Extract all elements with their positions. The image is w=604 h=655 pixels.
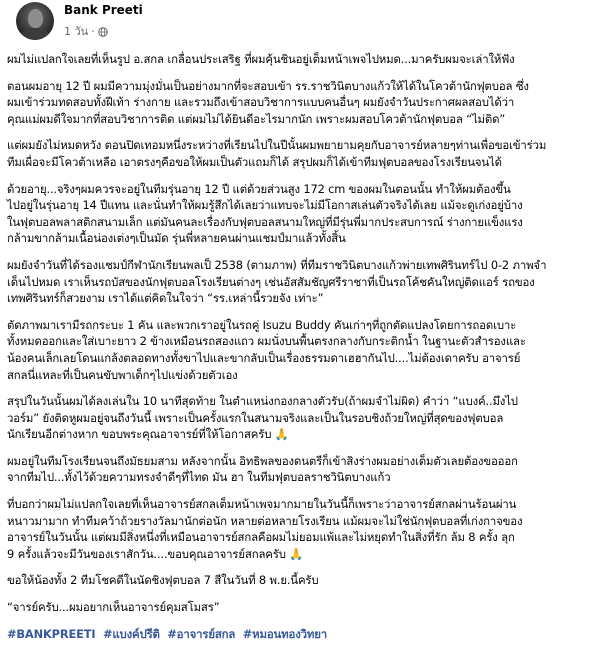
post-paragraph-11: “จารย์ครับ...ผมอยากเห็นอาจารย์คุมสโมสร” bbox=[7, 600, 220, 615]
post-paragraph-3: แต่ผมยังไม่หมดหวัง ตอนปิดเทอมหนึ่งระหว่างที่เรียนไปในปีนั้นผมพยายามคุยกับอาจารย์หลายๆท่านเพื่อขอเข้าร่วม ทีมเผื่อจะมีโควต้าเหลือ เอาตรงๆคือขอให้ผมเป็นตัวแถมก็ได้ สรุปผมก็ได้เข้าทีมฟุตบอลของโรงเรียนจนได้ bbox=[7, 138, 547, 169]
meta-separator: · bbox=[91, 24, 95, 38]
post-paragraph-1: ผมไม่แปลกใจเลยที่เห็นรูป อ.สกล เกลื่อนประเสริฐ ที่ผมคุ้นชินอยู่เต็มหน้าเพจไปหมด...มาครับผมจะเล่าให้ฟัง bbox=[7, 52, 515, 66]
hashtag-ajarn-sakol[interactable]: #อาจารย์สกล bbox=[167, 626, 236, 641]
avatar-face bbox=[28, 9, 43, 28]
post-paragraph-2: ตอนผมอายุ 12 ปี ผมมีความมุ่งมั่นเป็นอย่างมากที่จะสอบเข้า รร.ราชวินิตบางแก้วให้ได้ในโควต้านักฟุตบอล ซึ่ง ผมเข้าร่วมทดสอบทั้งฝีเท้า ร่างกาย และรวมถึงเข้าสอบวิชาการแบบคนอื่นๆ ผมยังจำวันประกาศผลสอบได้ว่า คุณแม่ผมดีใจมากที่สอบวิชาการติด แต่ผมไม่ได้ยินดีอะไรมากนัก เพราะผมสอบโควต้านักฟุตบอล “ไม่ติด” bbox=[7, 78, 529, 126]
post-paragraph-6: ตัดภาพมาเรามีรถกระบะ 1 คัน และพวกเราอยู่ในรถคู่ Isuzu Buddy คันเก่าๆที่ถูกตัดแปลงโดยการถอดเบาะ ทั้งหมดออกและใส่เบาะยาว 2 ข้างเหมือนรถสองแถว ผมนั่งบนพื้นตรงกลางกับกระติกน้ำ ในฐานะตัวสำรองและ น้องคนเล็กเลยโดนแกล้งตลอดทางทั้งขาไปและขากลับเป็นเรื่องธรรมดาเฮฮากันไป....ไม่ต้องเดาครับ อาจารย์ สกลนี่แหละที่เป็นคนขับพาเด็กๆไปแข่งด้วยตัวเอง bbox=[7, 317, 526, 382]
post-time[interactable]: 1 วัน bbox=[64, 25, 89, 38]
post-meta bbox=[64, 22, 108, 40]
hashtag-bankpreeti[interactable]: #BANKPREETI bbox=[7, 626, 96, 641]
author-name[interactable]: Bank Preeti bbox=[64, 3, 143, 17]
hashtag-bank-preeti-thai[interactable]: #แบงค์ปรีติ bbox=[102, 626, 160, 641]
post-paragraph-10: ขอให้น้องทั้ง 2 ทีมโชคดีในนัดชิงฟุตบอล 7 สีในวันที่ 8 พ.ย.นี้ครับ bbox=[7, 573, 319, 588]
hashtag-list bbox=[7, 626, 595, 643]
avatar-shoulders bbox=[20, 28, 50, 40]
globe-icon[interactable] bbox=[98, 25, 108, 38]
post-paragraph-5: ผมยังจำวันที่ได้รองแชมป์กีฬานักเรียนพลเป็ 2538 (ตามภาพ) ที่ทีมราชวินิตบางแก้วพ่ายเทพศิรินทร์ไป 0-2 ภาพจำ เด็นไปหมด เราเห็นรถบัสของนักฟุตบอลโรงเรียนต่างๆ เช่นอัสสัมชัญศรีราชาที่เป็นรถโค้ชคันใหญ่ติดแอร์ รถของ เทพศิรินทร์ก็สวยงาม เราได้แต่คิดในใจว่า “รร.เหล่านี้รวยจัง เท่าะ” bbox=[7, 257, 547, 306]
post-paragraph-4: ด้วยอายุ...จริงๆผมควรจะอยู่ในทีมรุ่นอายุ 12 ปี แต่ด้วยส่วนสูง 172 cm ของผมในตอนนั้น ทำให้ผมต้องขึ้น ไปอยู่ในรุ่นอายุ 14 ปีแทน และนั่นทำให้ผมรู้สึกได้เลยว่าแทบจะไม่มีโอกาสเล่นตัวจริงได้เลย แม้จะดูเก่งอยู่บ้าง ในฟุตบอลพลาสติกสนามเล็ก แต่มันคนละเรื่องกับฟุตบอลสนามใหญ่ที่มีรุ่นพี่มากประสบการณ์ ร่างกายแข็งแรง กล้ามขากล้ามเนื้อน่องเต่งๆเป็นมัด รุ่นพี่หลายคนผ่านแชมป์มาแล้วทั้งสิ้น bbox=[7, 181, 523, 246]
post-header bbox=[7, 0, 598, 44]
post-paragraph-9: ที่บอกว่าผมไม่แปลกใจเลยที่เห็นอาจารย์สกลเต็มหน้าเพจมากมายในวันนี้ก็เพราะว่าอาจารย์สกลผ่านร้อนผ่าน หนาวมามาก ทำทีมคว้าถ้วยรางวัลมานักต่อนัก หลายต่อหลายโรงเรียน แม้ผมจะไม่ใช่นักฟุตบอลที่เก่งกาจของ อาจารย์ในวันนั้น แต่ผมมีสิ่งหนึ่งที่เหมือนอาจารย์สกลคือผมไม่ยอมแพ้และไม่หยุดทำในสิ่งที่รัก ล้ม 8 ครั้ง ลุก 9 ครั้งแล้วจะมีวันของเราสักวัน....ขอบคุณอาจารย์สกลครับ 🙏 bbox=[7, 497, 523, 561]
avatar[interactable] bbox=[16, 2, 54, 40]
hashtag-monthong-wittaya[interactable]: #หมอนทองวิทยา bbox=[242, 626, 328, 641]
post-paragraph-7: สรุปในวันนั้นผมได้ลงเล่นใน 10 นาทีสุดท้าย ในตำแหน่งกองกลางตัวรับ(ถ้าผมจำไม่ผิด) คำว่า “แบงค์..มึงไป วอร์ม” ยังติดหูผมอยู่จนถึงวันนี้ เพราะเป็นครั้งแรกในสนามจริงและเป็นในรอบชิงถ้วยใหญ่ที่สุดของฟุตบอล นักเรียนอีกต่างหาก ขอบพระคุณอาจารย์ที่ให้โอกาสครับ 🙏 bbox=[7, 394, 518, 442]
post-body bbox=[7, 51, 595, 642]
post-paragraph-8: ผมอยู่ในทีมโรงเรียนจนถึงมัธยมสาม หลังจากนั้น อิทธิพลของดนตรีก็เข้าสิงร่างผมอย่างเต็มตัวเลยต้องขอออก จากทีมไป...ทั้งไว้ด้วยความทรงจำดีๆที่ไทด มัน ฮา ในทีมฟุตบอลราชวินิตบางแก้ว bbox=[7, 453, 518, 485]
